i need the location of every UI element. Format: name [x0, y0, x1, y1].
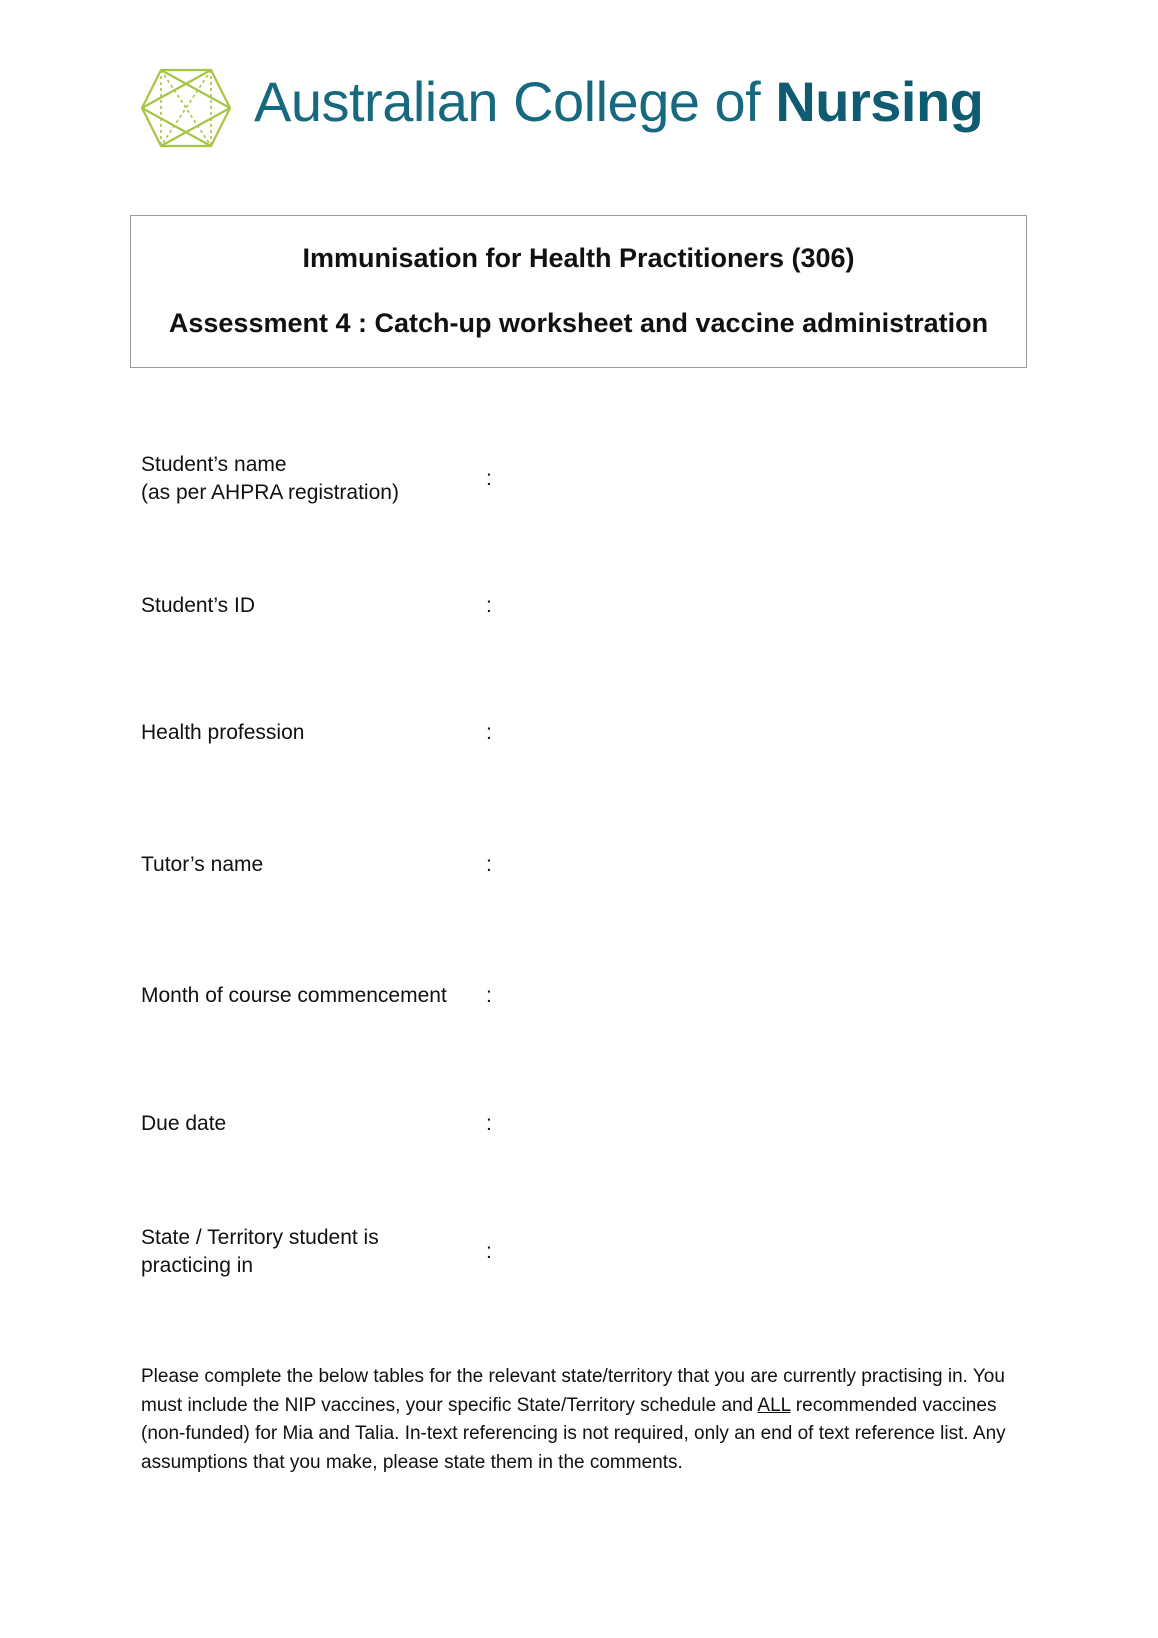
title-box: [130, 215, 1027, 368]
field-label-line: Tutor’s name: [141, 853, 264, 876]
field-label-line: Health profession: [141, 721, 305, 744]
field-label-line: practicing in: [141, 1254, 254, 1277]
org-name-bold: Nursing: [775, 70, 984, 133]
field-label-line: Month of course commencement: [141, 984, 447, 1007]
field-separator: :: [486, 1112, 492, 1135]
field-label-due-date: [141, 1110, 226, 1138]
field-label-month-commencement: [141, 982, 447, 1010]
field-separator: :: [486, 984, 492, 1007]
field-label-line: Student’s ID: [141, 594, 256, 617]
field-separator: :: [486, 1240, 492, 1263]
org-name-regular: Australian College of: [254, 70, 776, 133]
field-separator: :: [486, 467, 492, 490]
org-name: [254, 70, 984, 133]
field-label-student-name: [141, 451, 399, 507]
field-separator: :: [486, 594, 492, 617]
field-label-state-territory: [141, 1224, 379, 1280]
field-label-student-id: [141, 592, 255, 620]
field-label-line: State / Territory student is: [141, 1226, 379, 1249]
field-label-tutor-name: [141, 851, 263, 879]
assessment-title: Assessment 4 : Catch-up worksheet and vaccine administration: [168, 308, 989, 338]
instructions-text: Please complete the below tables for the relevant state/territory that you are currently practising in. You must include the NIP vaccines, your specific State/Territory schedule and: [141, 1366, 1005, 1416]
college-logo: [140, 68, 983, 148]
field-separator: :: [486, 721, 492, 744]
field-label-line: (as per AHPRA registration): [141, 481, 399, 504]
hexagon-emblem-icon: [140, 68, 232, 148]
field-label-health-profession: [141, 719, 304, 747]
field-label-line: Due date: [141, 1112, 227, 1135]
field-separator: :: [486, 853, 492, 876]
course-title: Immunisation for Health Practitioners (306): [302, 243, 855, 273]
field-label-line: Student’s name: [141, 453, 287, 476]
instructions-paragraph: [141, 1363, 1041, 1477]
instructions-text: recommended vaccines (non-funded) for Mia and Talia. In-text referencing is not required, only an end of text reference list. Any assumptions that you make, please state them in the comments.: [141, 1394, 1006, 1473]
instructions-emphasis: ALL: [757, 1394, 791, 1416]
